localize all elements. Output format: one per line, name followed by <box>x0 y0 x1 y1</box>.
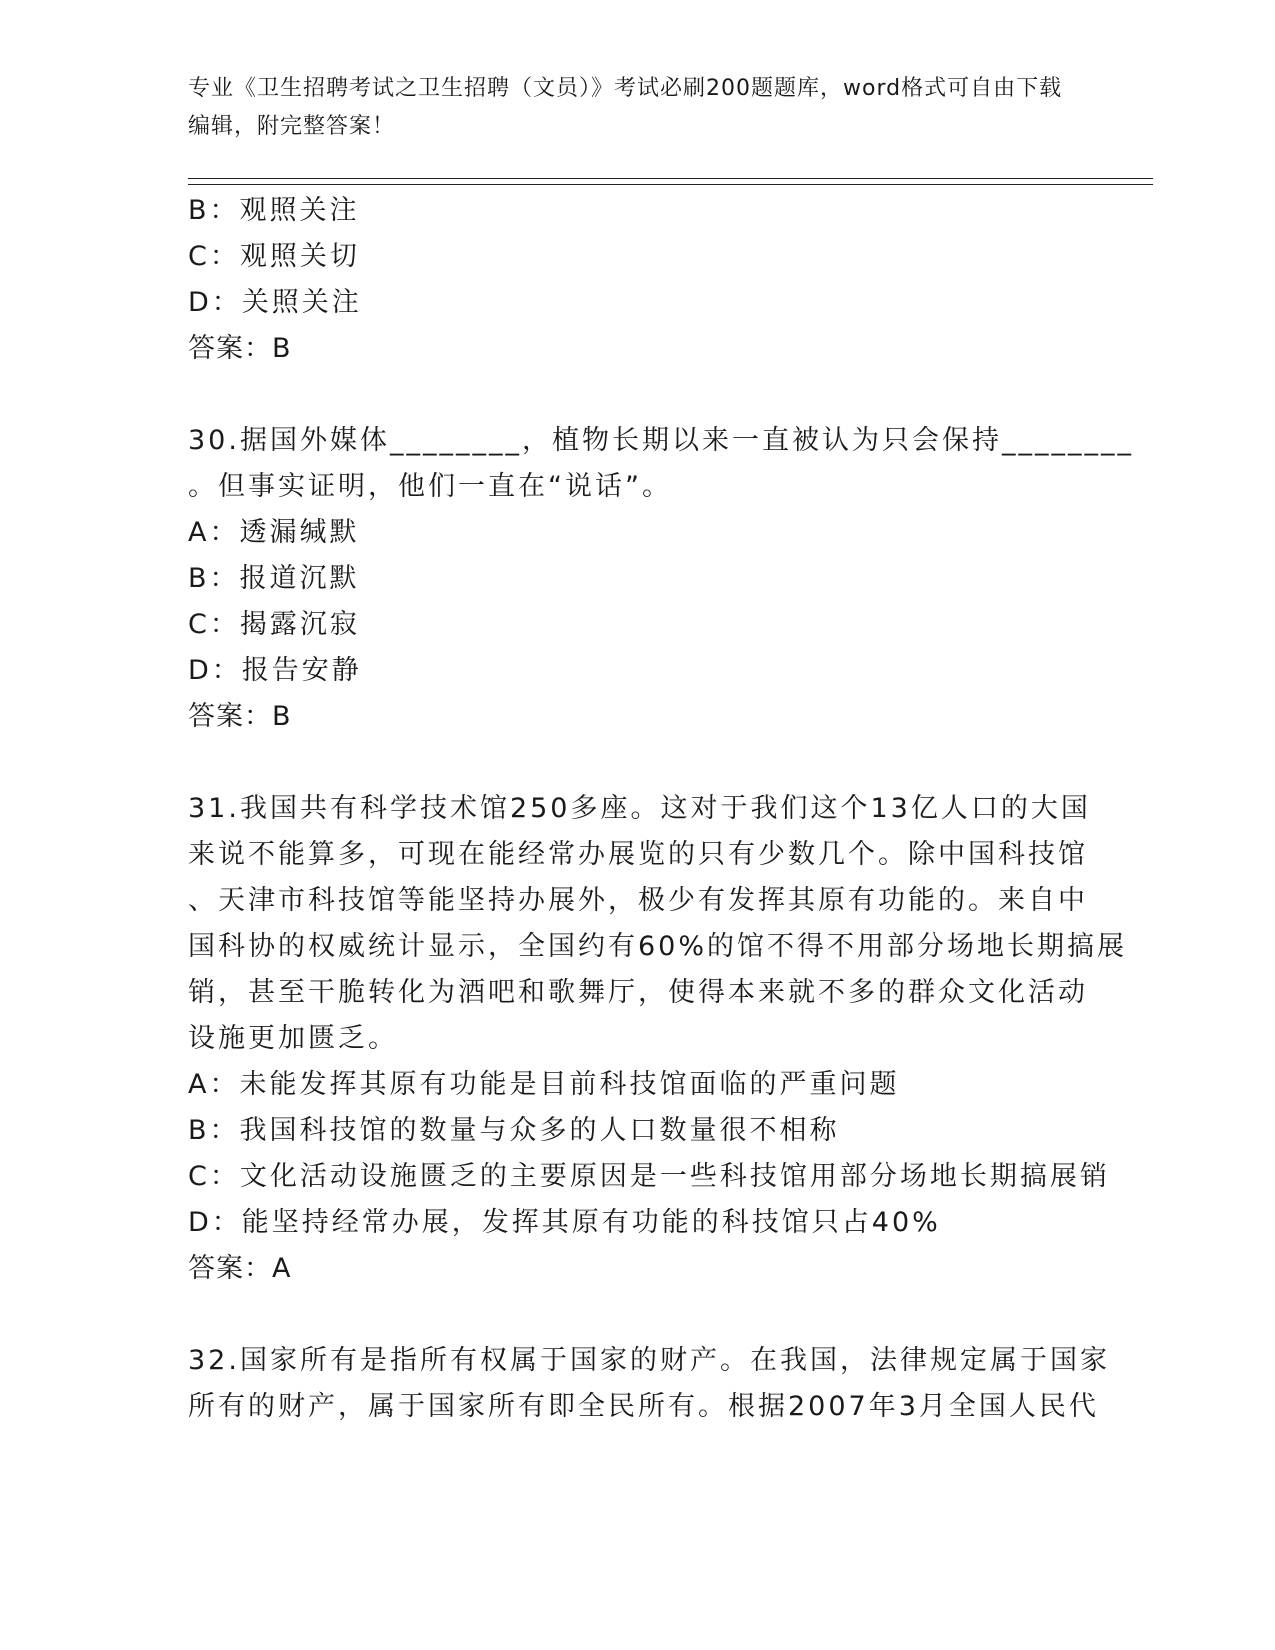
spacer <box>188 1292 1088 1338</box>
option-a: A：透漏缄默 <box>188 517 360 548</box>
question-stem-line: 来说不能算多，可现在能经常办展览的只有少数几个。除中国科技馆 <box>188 839 1088 870</box>
question-stem-line: 所有的财产，属于国家所有即全民所有。根据2007年3月全国人民代 <box>188 1391 1099 1422</box>
spacer <box>188 372 1088 418</box>
question-stem-line: 国科协的权威统计显示，全国约有60%的馆不得不用部分场地长期搞展 <box>188 931 1128 962</box>
question-stem-line: 30.据国外媒体________，植物长期以来一直被认为只会保持________ <box>188 425 1134 456</box>
question-stem-line: 销，甚至干脆转化为酒吧和歌舞厅，使得本来就不多的群众文化活动 <box>188 977 1088 1008</box>
spacer <box>188 740 1088 786</box>
document-header <box>188 70 1068 146</box>
question-31 <box>188 786 1128 1292</box>
answer-line: 答案：A <box>188 1253 292 1284</box>
option-b: B：观照关注 <box>188 195 360 226</box>
option-d: D：能坚持经常办展，发挥其原有功能的科技馆只占40% <box>188 1207 941 1238</box>
header-divider-top <box>188 178 1153 179</box>
option-c: C：文化活动设施匮乏的主要原因是一些科技馆用部分场地长期搞展销 <box>188 1161 1110 1192</box>
option-d: D：关照关注 <box>188 287 362 318</box>
question-stem-line: 31.我国共有科学技术馆250多座。这对于我们这个13亿人口的大国 <box>188 793 1091 824</box>
question-32 <box>188 1338 1110 1430</box>
answer-line: 答案：B <box>188 333 292 364</box>
header-text: 专业《卫生招聘考试之卫生招聘（文员）》考试必刷200题题库，word格式可自由下载编辑，附完整答案！ <box>188 76 1063 139</box>
question-29-tail <box>188 188 1088 372</box>
option-c: C：观照关切 <box>188 241 360 272</box>
answer-line: 答案：B <box>188 701 292 732</box>
question-stem-line: 、天津市科技馆等能坚持办展外，极少有发挥其原有功能的。来自中 <box>188 885 1088 916</box>
option-c: C：揭露沉寂 <box>188 609 360 640</box>
question-list <box>188 188 1134 1430</box>
question-30 <box>188 418 1134 740</box>
option-a: A：未能发挥其原有功能是目前科技馆面临的严重问题 <box>188 1069 900 1100</box>
question-stem-line: 。但事实证明，他们一直在“说话”。 <box>188 471 672 502</box>
option-b: B：我国科技馆的数量与众多的人口数量很不相称 <box>188 1115 840 1146</box>
header-divider-bottom <box>188 184 1153 185</box>
question-stem-line: 设施更加匮乏。 <box>188 1023 398 1054</box>
option-b: B：报道沉默 <box>188 563 360 594</box>
question-stem-line: 32.国家所有是指所有权属于国家的财产。在我国，法律规定属于国家 <box>188 1345 1110 1376</box>
option-d: D：报告安静 <box>188 655 362 686</box>
